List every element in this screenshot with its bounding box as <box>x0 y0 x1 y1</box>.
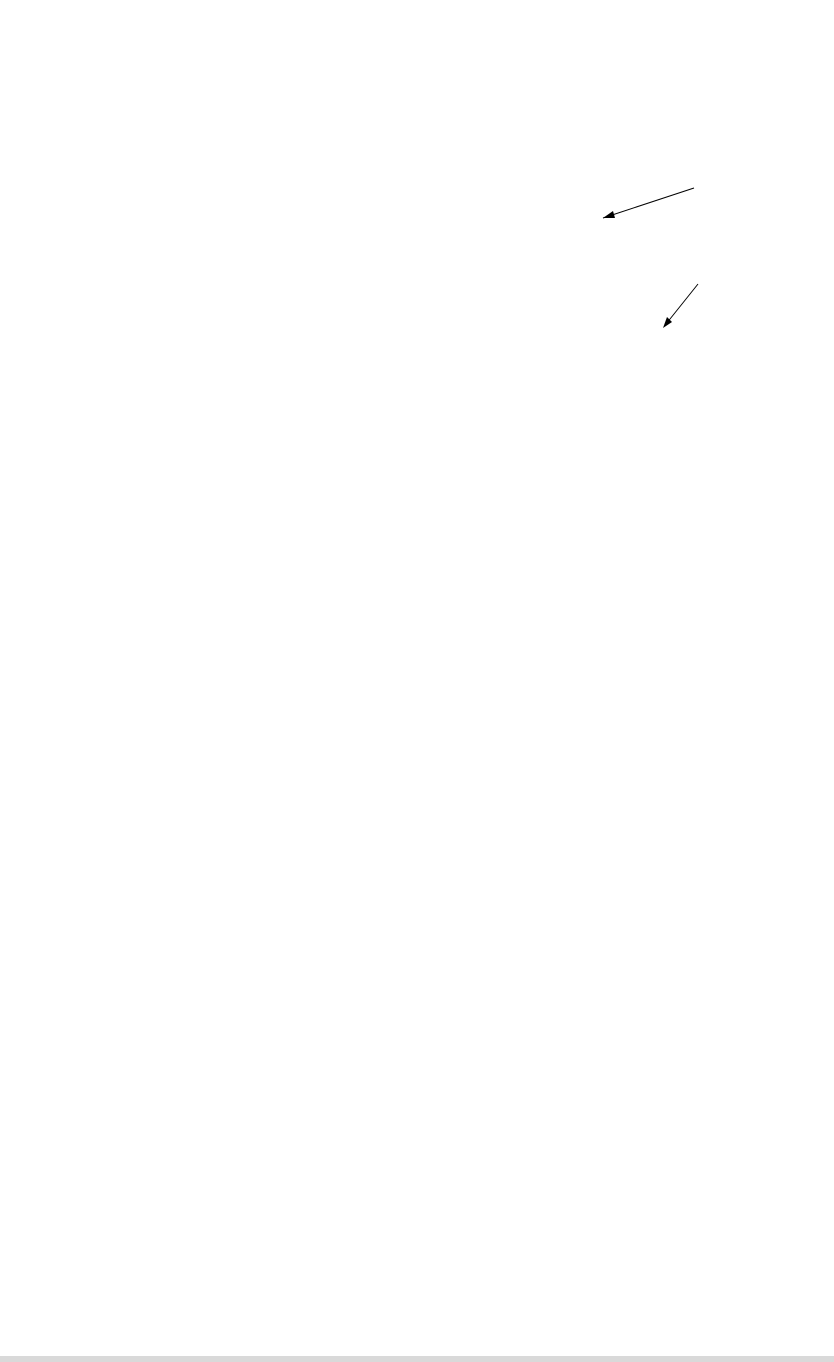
signal-1-pointer <box>603 188 694 218</box>
oscilloscope-chart <box>0 160 834 540</box>
signal-2-pointer <box>666 284 698 324</box>
page-bottom-edge <box>0 1356 834 1362</box>
signal-1-pointer-head <box>603 211 615 218</box>
